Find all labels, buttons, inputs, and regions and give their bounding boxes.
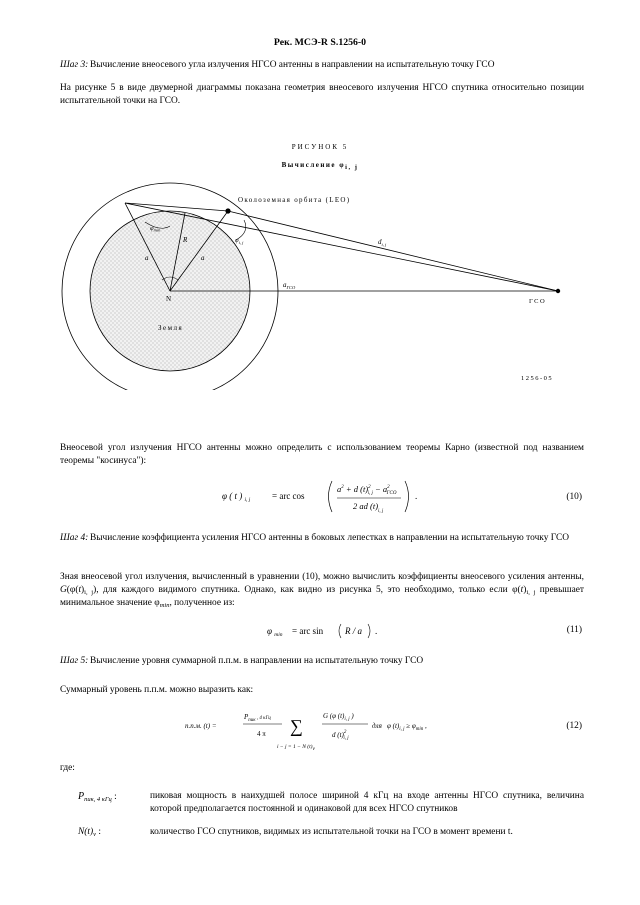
gso-label: ГСО	[529, 298, 547, 305]
equation-10	[0, 476, 640, 516]
step-5	[60, 655, 584, 668]
svg-text:.: .	[375, 626, 378, 636]
equation-11-graphic	[0, 620, 640, 642]
intro-paragraph: На рисунке 5 в виде двумерной диаграммы показана геометрия внеосевого излучения НГСО спутника относительно позиции испытательной точки на ГСО.	[60, 83, 584, 106]
equation-11-number: (11)	[566, 625, 582, 635]
step-5-text: Вычисление уровня суммарной п.п.м. в направлении на испытательную точку ГСО	[90, 656, 424, 666]
figure-title-sub: i, j	[345, 164, 359, 171]
gain-paragraph-part-1: Зная внеосевой угол излучения, вычисленный в уравнении (10), можно вычислить коэффициенты внеосевого усиления антенны,	[60, 572, 584, 582]
step-3	[60, 59, 584, 72]
svg-text:φ ( t ) i, j: φ ( t ) $_{i, j}$	[222, 491, 251, 503]
gain-paragraph-comma: ,	[96, 584, 99, 595]
svg-text:= arc sin: = arc sin	[292, 626, 324, 636]
svg-text:.: .	[415, 491, 418, 501]
gain-paragraph-part-4: , полученное из:	[169, 598, 235, 609]
svg-text:п.п.м. (t) =: п.п.м. (t) =	[185, 722, 217, 730]
svg-text:G (φ (t)i, j ): G (φ $(t)_{i, j}$ )	[323, 712, 354, 722]
step-3-text: Вычисление внеосевого угла излучения НГСО антенны в направлении на испытательную точку ГСО	[90, 60, 495, 70]
gain-paragraph-part-3: превышает минимальное значение	[60, 584, 585, 609]
svg-text:= arc cos: = arc cos	[272, 491, 305, 501]
equation-12-graphic	[0, 706, 640, 752]
equation-12-number: (12)	[566, 721, 582, 731]
svg-text:R / a: R / a	[345, 626, 362, 636]
figure-caption: РИСУНОК 5	[291, 143, 349, 151]
a-gso-label: $a_{ГСО}$	[283, 281, 296, 290]
definition-symbol: $P_{пик, 4 кГц}$ :	[78, 791, 117, 803]
definition-item	[0, 790, 640, 822]
definition-item	[0, 826, 640, 846]
gain-paragraph: Зная внеосевой угол излучения, вычисленный в уравнении (10), можно вычислить коэффициенты внеосевого усиления антенны, $G(\varphi(t)_{i, j})$, для каждого видимого спутника. Однако, как видно из рисунка 5, это необходимо, только если $\varphi(t)_{i, j}$ превышает минимальное значение $\varphi_{min}$, полученное из:	[60, 572, 585, 610]
definition-text: пиковая мощность в наихудшей полосе шириной 4 кГц на входе антенны НГСО спутника, величина которой предполагается постоянной и одинаковой для всех НГСО спутников	[150, 791, 584, 814]
step-4-text: Вычисление коэффициента усиления НГСО антенны в боковых лепестках в направлении на испытательную точку ГСО	[90, 533, 570, 543]
equation-10-number: (10)	[566, 492, 582, 502]
figure-5-diagram	[0, 170, 640, 390]
phi-ij-label: $\varphi_{i, j}$	[235, 237, 244, 245]
definition-text: количество ГСО спутников, видимых из испытательной точки на ГСО в момент времени t.	[150, 827, 513, 837]
step-4-label: Шаг 4:	[60, 533, 89, 543]
equation-11	[0, 620, 640, 642]
R-label: R	[183, 236, 188, 244]
sum-paragraph: Суммарный уровень п.п.м. можно выразить как:	[60, 685, 254, 695]
step-5-label: Шаг 5:	[60, 656, 89, 666]
where-label: где:	[60, 763, 75, 773]
figure-ref-label: 1256-05	[521, 375, 554, 382]
a-left-label: a	[145, 254, 149, 262]
eq12-dlya: для	[372, 722, 382, 730]
svg-text:φ (t)i, j ≥ φmin ,: φ $(t)_{i, j} \ge \varphi_{min}$ ,	[387, 722, 427, 732]
page-header: Рек. МСЭ-R S.1256-0	[273, 37, 367, 48]
N-label: N	[166, 295, 172, 303]
equation-12	[0, 706, 640, 752]
step-4	[60, 532, 584, 545]
svg-text:∑: ∑	[290, 716, 303, 736]
a-right-label: a	[201, 254, 205, 262]
leo-label: Околоземная орбита (LEO)	[238, 196, 351, 204]
svg-text:φ min: φ $_{min}$	[267, 626, 283, 638]
equation-10-graphic	[0, 476, 640, 518]
figure-title-text: Вычисление φ	[281, 161, 346, 169]
phi-min-label: $\varphi_{min}$	[150, 225, 161, 233]
cosine-paragraph: Внеосевой угол излучения НГСО антенны можно определить с использованием теоремы Карно (известной под названием теоремы "косинуса"):	[60, 443, 584, 466]
gso-test-point	[556, 289, 560, 293]
ngso-satellite-point	[225, 208, 230, 213]
svg-text:a2 + d (t)2i, j − a2ГСО: $a^2 + d$ $(t)^2$ i, $j - a^2$ ГСО	[337, 484, 397, 496]
d-ij-label: $d_{i, j}$	[378, 238, 387, 247]
step-3-label: Шаг 3:	[60, 60, 89, 70]
svg-text:Pпик , 4 кГц: $P_{пик}$ $^{, 4 кГц}$	[244, 713, 271, 723]
svg-text:2 ad (t)i, j: 2 ad $(t)_{i, j}$	[353, 501, 384, 514]
earth-label: Земля	[158, 324, 184, 332]
svg-text:i − j = 1 − N (t)v: i − j = 1 − N (t)v	[277, 744, 315, 752]
svg-text:4 π: 4 π	[257, 730, 266, 738]
definition-symbol: $N(t)_v$ :	[78, 827, 101, 838]
gain-paragraph-part-2: для каждого видимого спутника. Однако, как видно из рисунка 5, это необходимо, только если	[103, 584, 508, 595]
gain-formula-G: G	[60, 584, 67, 595]
svg-text:d (t)2i, j: d $(t)^2$ i, j	[332, 730, 349, 741]
